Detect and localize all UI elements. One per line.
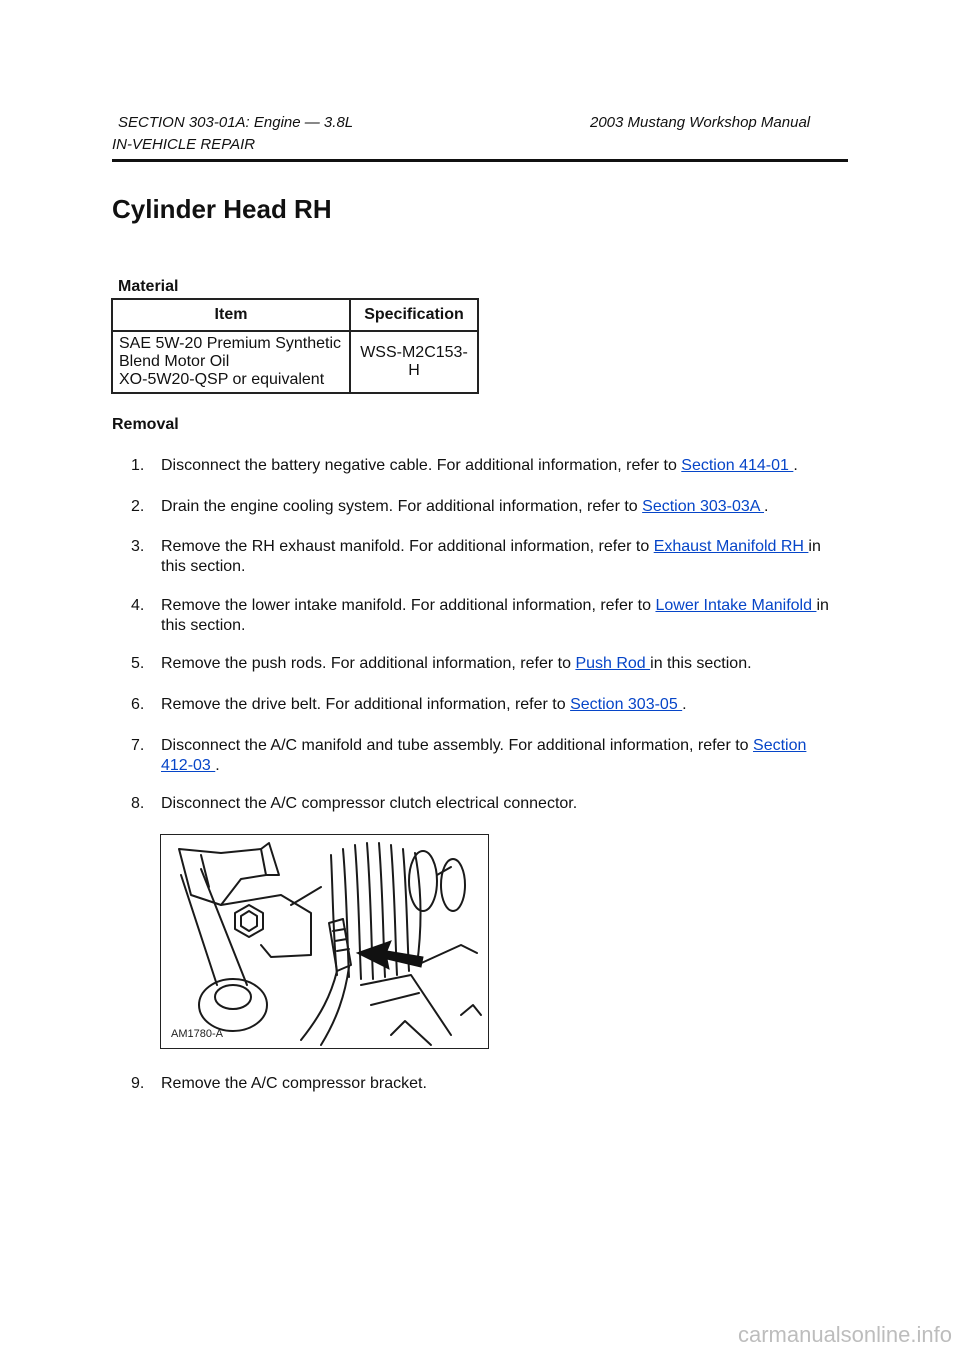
step-text-after: . bbox=[764, 498, 769, 515]
material-spec-line: WSS-M2C153- bbox=[360, 344, 468, 361]
figure-label: AM1780-A bbox=[171, 1028, 223, 1040]
link-section-412-03[interactable]: Section 412-03 bbox=[161, 737, 807, 774]
step-text-before: Remove the drive belt. For additional information, refer to bbox=[161, 696, 571, 713]
step-number: 2. bbox=[131, 498, 145, 515]
step-number: 7. bbox=[131, 737, 145, 754]
link-section-303-03a[interactable]: Section 303-03A bbox=[642, 498, 765, 515]
link-section-303-05[interactable]: Section 303-05 bbox=[570, 696, 683, 713]
material-spec-line: H bbox=[408, 362, 420, 379]
step-number: 3. bbox=[131, 538, 145, 555]
step-text-after: . bbox=[682, 696, 687, 713]
page-title: Cylinder Head RH bbox=[112, 194, 332, 224]
material-table bbox=[111, 298, 479, 394]
step-text bbox=[161, 456, 841, 476]
step-text-before: Disconnect the battery negative cable. For additional information, refer to bbox=[161, 457, 682, 474]
step-text-before: Disconnect the A/C manifold and tube assembly. For additional information, refer to bbox=[161, 737, 754, 754]
step-text-before: Remove the RH exhaust manifold. For additional information, refer to bbox=[161, 538, 654, 555]
engine-line-drawing bbox=[161, 835, 488, 1048]
step-text-after: in this section. bbox=[650, 655, 752, 672]
material-spec-cell bbox=[350, 331, 478, 393]
material-item-line: SAE 5W-20 Premium Synthetic bbox=[119, 335, 342, 352]
material-table-header-row bbox=[112, 299, 478, 331]
link-push-rod[interactable]: Push Rod bbox=[575, 655, 651, 672]
step-number: 9. bbox=[131, 1075, 145, 1092]
step-number: 8. bbox=[131, 795, 145, 812]
step-text: Disconnect the A/C compressor clutch electrical connector. bbox=[161, 795, 578, 812]
removal-heading: Removal bbox=[112, 416, 179, 433]
material-col-item: Item bbox=[112, 299, 350, 331]
step-text-after: in this section. bbox=[161, 597, 829, 634]
step-number: 6. bbox=[131, 696, 145, 713]
step-text-after: in this section. bbox=[161, 538, 821, 575]
material-col-specification: Specification bbox=[350, 299, 478, 331]
step-text bbox=[161, 537, 841, 577]
step-text-before: Remove the lower intake manifold. For additional information, refer to bbox=[161, 597, 656, 614]
step-text bbox=[161, 736, 841, 776]
step-text-after: . bbox=[793, 457, 798, 474]
step-text: Remove the A/C compressor bracket. bbox=[161, 1075, 427, 1092]
step-text bbox=[161, 695, 841, 715]
material-item-line: Blend Motor Oil bbox=[119, 353, 230, 370]
header-section-title: SECTION 303-01A: Engine — 3.8L bbox=[118, 114, 354, 131]
step-text-after: . bbox=[215, 757, 220, 774]
step-number: 5. bbox=[131, 655, 145, 672]
step-text-before: Remove the push rods. For additional information, refer to bbox=[161, 655, 576, 672]
step-text bbox=[161, 497, 841, 517]
step-text bbox=[161, 654, 841, 674]
material-table-row bbox=[112, 331, 478, 393]
watermark: carmanualsonline.info bbox=[737, 1322, 952, 1347]
header-divider bbox=[112, 159, 848, 162]
header-subsection: IN-VEHICLE REPAIR bbox=[112, 136, 256, 153]
material-caption: Material bbox=[118, 278, 179, 295]
step-number: 1. bbox=[131, 457, 145, 474]
step-number: 4. bbox=[131, 597, 145, 614]
link-section-414-01[interactable]: Section 414-01 bbox=[681, 457, 794, 474]
step-text bbox=[161, 596, 841, 636]
ac-compressor-connector-figure bbox=[160, 834, 489, 1049]
link-lower-intake-manifold[interactable]: Lower Intake Manifold bbox=[655, 597, 817, 614]
header-manual-title: 2003 Mustang Workshop Manual bbox=[590, 114, 811, 131]
link-exhaust-manifold-rh[interactable]: Exhaust Manifold RH bbox=[653, 538, 809, 555]
material-item-line: XO-5W20-QSP or equivalent bbox=[119, 371, 325, 388]
step-text-before: Drain the engine cooling system. For additional information, refer to bbox=[161, 498, 643, 515]
material-item-cell bbox=[112, 331, 350, 393]
